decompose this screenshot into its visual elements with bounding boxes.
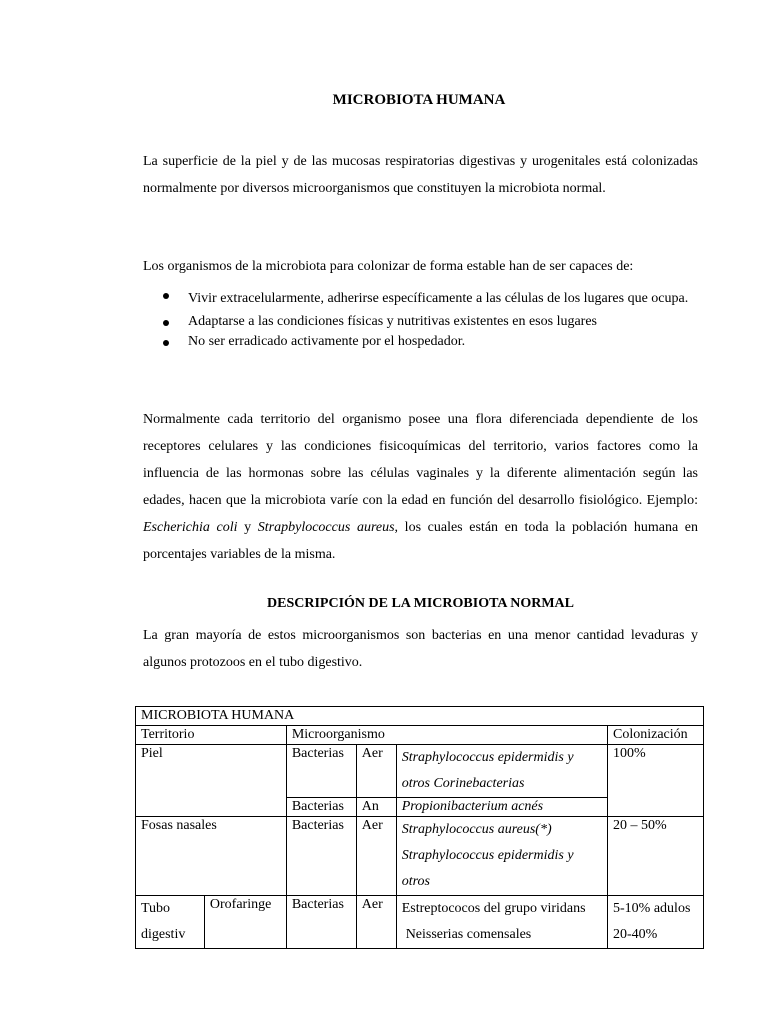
table-row xyxy=(136,896,704,949)
species-line: Straphylococcus epidermidis y otros xyxy=(401,848,574,889)
species-cell xyxy=(396,817,607,896)
list-item: No ser erradicado activamente por el hospedador. xyxy=(143,332,698,352)
header-colonizacion: Colonización xyxy=(608,726,704,745)
colonization-cell: 100% xyxy=(608,745,704,817)
paragraph-text: y xyxy=(237,520,258,535)
territory-paragraph xyxy=(143,406,698,568)
paragraph-text: Normalmente cada territorio del organismo posee una flora diferenciada dependiente de los receptores celulares y las condiciones fisicoquímicas del territorio, varios factores como la influencia de las hormonas sobre las células vaginales y la diferente alimentación según las edades, hacen que la microbiota varíe con la edad en función del desarrollo fisiológico. Ejemplo: xyxy=(143,412,698,508)
table-row xyxy=(136,745,704,798)
paragraph-text: , los cuales están en toda la población humana en porcentajes variables de la misma. xyxy=(143,520,699,562)
organism-type-cell: Bacterias xyxy=(286,896,356,949)
respiration-cell: An xyxy=(356,798,396,817)
colonization-cell: 20 – 50% xyxy=(608,817,704,896)
respiration-cell: Aer xyxy=(356,817,396,896)
header-territorio: Territorio xyxy=(136,726,287,745)
colonization-cell xyxy=(608,896,704,949)
species-cell xyxy=(396,896,607,949)
colonization-line: 20-40% xyxy=(613,927,658,942)
document-title: MICROBIOTA HUMANA xyxy=(332,92,506,108)
territory-cell: Piel xyxy=(136,745,287,817)
subterritory-cell: Orofaringe xyxy=(204,896,286,949)
species-line: Straphylococcus aureus(*) xyxy=(401,822,552,837)
list-item: Vivir extracelularmente, adherirse específicamente a las células de los lugares que ocupa. xyxy=(143,285,698,312)
species-name: Strapbylococcus aureus xyxy=(257,520,395,535)
species-name: Escherichia coli xyxy=(143,520,238,535)
organism-type-cell: Bacterias xyxy=(286,798,356,817)
requirements-list xyxy=(143,285,698,352)
respiration-cell: Aer xyxy=(356,896,396,949)
territory-cell: Fosas nasales xyxy=(136,817,287,896)
species-cell: Propionibacterium acnés xyxy=(396,798,607,817)
table-caption: MICROBIOTA HUMANA xyxy=(136,707,704,726)
territory-cell: Tubo digestiv xyxy=(136,896,205,949)
species-line: Neisserias comensales xyxy=(405,927,532,942)
organism-type-cell: Bacterias xyxy=(286,817,356,896)
header-microorganismo: Microorganismo xyxy=(286,726,607,745)
list-item: Adaptarse a las condiciones físicas y nutritivas existentes en esos lugares xyxy=(143,312,698,332)
colonization-line: 5-10% adulos xyxy=(613,901,691,916)
intro-paragraph: La superficie de la piel y de las mucosas respiratorias digestivas y urogenitales está colonizadas normalmente por diversos microorganismos que constituyen la microbiota normal. xyxy=(143,154,698,196)
section-heading: DESCRIPCIÓN DE LA MICROBIOTA NORMAL xyxy=(267,596,574,611)
species-line: Estreptococos del grupo viridans xyxy=(401,901,586,916)
table-row xyxy=(136,817,704,896)
description-paragraph: La gran mayoría de estos microorganismos son bacterias en una menor cantidad levaduras y algunos protozoos en el tubo digestivo. xyxy=(143,628,698,670)
requirements-intro-paragraph: Los organismos de la microbiota para colonizar de forma estable han de ser capaces de: xyxy=(143,259,634,274)
microbiota-table xyxy=(135,706,704,949)
table-caption-row xyxy=(136,707,704,726)
species-cell: Straphylococcus epidermidis y otros Corinebacterias xyxy=(396,745,607,798)
organism-type-cell: Bacterias xyxy=(286,745,356,798)
table-header-row xyxy=(136,726,704,745)
respiration-cell: Aer xyxy=(356,745,396,798)
